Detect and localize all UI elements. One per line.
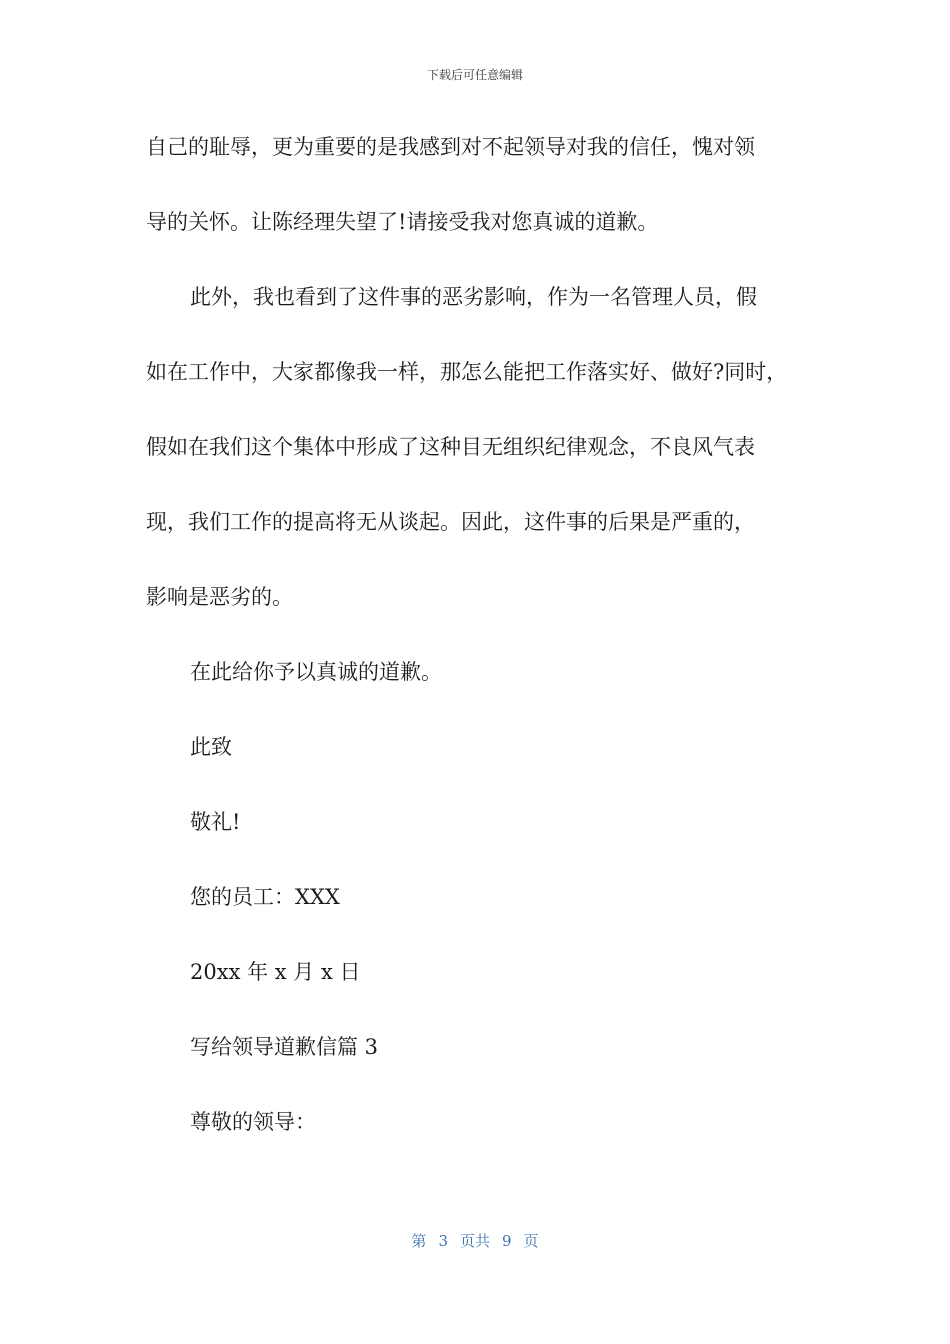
footer-middle: 页共: [459, 1232, 490, 1250]
text-line: 现，我们工作的提高将无从谈起。因此，这件事的后果是严重的，: [146, 510, 755, 534]
text-line: 在此给你予以真诚的道歉。: [190, 660, 442, 684]
greeting-line: 尊敬的领导：: [190, 1110, 316, 1134]
text-line: 影响是恶劣的。: [146, 585, 293, 609]
text-line: 导的关怀。让陈经理失望了!请接受我对您真诚的道歉。: [146, 210, 659, 234]
page-header: 下载后可任意编辑: [426, 68, 523, 82]
page-footer: [0, 1230, 950, 1251]
text-line: 假如在我们这个集体中形成了这种目无组织纪律观念，不良风气表: [146, 435, 755, 459]
signature-line: 您的员工：XXX: [190, 885, 340, 909]
closing-salutation: 此致: [190, 735, 232, 759]
date-line: 20xx 年 x 月 x 日: [190, 960, 361, 984]
footer-suffix: 页: [523, 1232, 539, 1250]
total-page-count: 9: [502, 1232, 512, 1250]
text-line: 如在工作中，大家都像我一样，那怎么能把工作落实好、做好?同时，: [146, 360, 788, 384]
text-line: 此外，我也看到了这件事的恶劣影响，作为一名管理人员，假: [190, 285, 757, 309]
closing-regards: 敬礼!: [190, 810, 241, 834]
section-title: 写给领导道歉信篇 3: [190, 1035, 379, 1059]
current-page-number: 3: [438, 1232, 448, 1250]
text-line: 自己的耻辱，更为重要的是我感到对不起领导对我的信任，愧对领: [146, 135, 755, 159]
footer-prefix: 第: [411, 1232, 427, 1250]
